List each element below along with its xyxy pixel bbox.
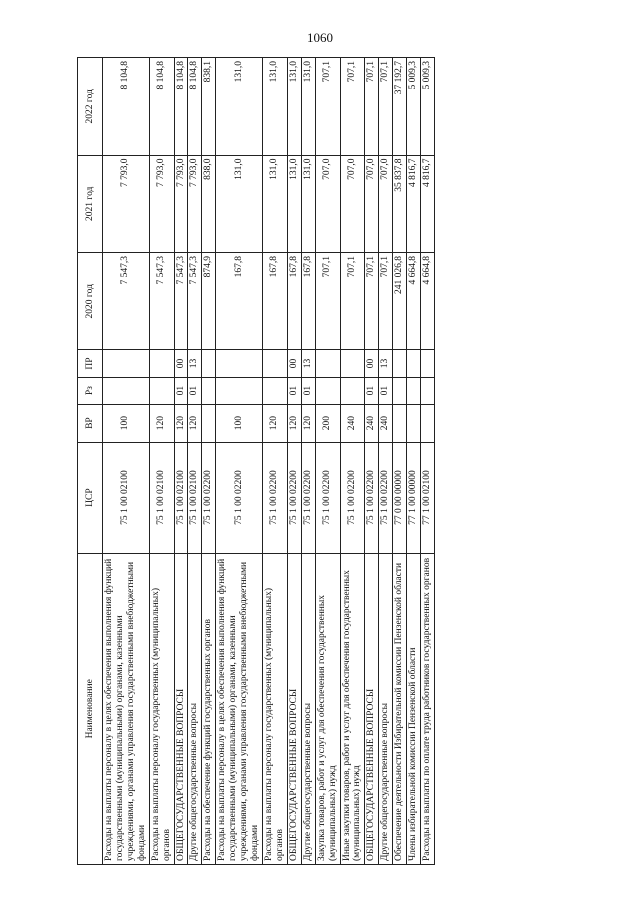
cell-2020: 707,1	[379, 253, 393, 350]
cell-rz: 01	[301, 377, 315, 404]
cell-2022: 8 104,8	[188, 58, 202, 156]
cell-csr: 75 1 00 02100	[149, 442, 174, 553]
cell-vr: 120	[149, 404, 174, 442]
table-row	[216, 58, 263, 865]
cell-2021: 35 837,8	[393, 155, 407, 252]
cell-2022: 707,1	[315, 58, 340, 156]
cell-2020: 874,9	[202, 253, 216, 350]
cell-csr: 75 1 00 02200	[301, 442, 315, 553]
cell-2021: 7 793,0	[188, 155, 202, 252]
cell-2022: 8 104,8	[149, 58, 174, 156]
cell-name: ОБЩЕГОСУДАРСТВЕННЫЕ ВОПРОСЫ	[287, 553, 301, 864]
cell-2022: 131,0	[262, 58, 287, 156]
cell-vr: 240	[379, 404, 393, 442]
cell-2020: 241 026,8	[393, 253, 407, 350]
cell-2020: 4 664,8	[407, 253, 421, 350]
table-row	[301, 58, 315, 865]
page-number: 1060	[307, 30, 333, 45]
cell-2022: 5 009,3	[421, 58, 435, 156]
cell-pr: 13	[301, 350, 315, 377]
cell-pr	[340, 350, 365, 377]
cell-vr: 240	[340, 404, 365, 442]
table-row	[287, 58, 301, 865]
header-rz: Рз	[78, 377, 103, 404]
cell-2022: 131,0	[287, 58, 301, 156]
cell-name: Расходы на выплаты персоналу в целях обеспечения выполнения функций государственными (муниципальными) органами, казенными учреждениями, органами управления государственными внебюджетными фондами	[216, 553, 263, 864]
cell-csr: 75 1 00 02100	[174, 442, 188, 553]
cell-2021: 707,0	[379, 155, 393, 252]
table-row	[202, 58, 216, 865]
table-row	[315, 58, 340, 865]
cell-2020: 4 664,8	[421, 253, 435, 350]
cell-rz: 01	[174, 377, 188, 404]
cell-2020: 7 547,3	[188, 253, 202, 350]
cell-pr	[103, 350, 150, 377]
table-row	[149, 58, 174, 865]
cell-rz	[407, 377, 421, 404]
cell-2020: 167,8	[262, 253, 287, 350]
header-pr: ПР	[78, 350, 103, 377]
cell-csr: 77 0 00 00000	[393, 442, 407, 553]
cell-2022: 131,0	[216, 58, 263, 156]
cell-pr	[407, 350, 421, 377]
cell-2022: 707,1	[379, 58, 393, 156]
cell-rz	[149, 377, 174, 404]
rotated-table-wrapper	[77, 57, 597, 865]
header-csr: ЦСР	[78, 442, 103, 553]
cell-csr: 75 1 00 02100	[103, 442, 150, 553]
cell-csr: 75 1 00 02200	[262, 442, 287, 553]
cell-2021: 707,0	[340, 155, 365, 252]
cell-pr	[262, 350, 287, 377]
cell-vr: 120	[174, 404, 188, 442]
cell-rz	[315, 377, 340, 404]
cell-2022: 8 104,8	[174, 58, 188, 156]
cell-vr: 120	[287, 404, 301, 442]
header-vr: ВР	[78, 404, 103, 442]
cell-2020: 707,1	[365, 253, 379, 350]
cell-name: ОБЩЕГОСУДАРСТВЕННЫЕ ВОПРОСЫ	[174, 553, 188, 864]
cell-vr	[202, 404, 216, 442]
cell-pr	[393, 350, 407, 377]
cell-name: ОБЩЕГОСУДАРСТВЕННЫЕ ВОПРОСЫ	[365, 553, 379, 864]
cell-csr: 77 1 00 00000	[407, 442, 421, 553]
cell-2021: 4 816,7	[407, 155, 421, 252]
cell-csr: 75 1 00 02200	[379, 442, 393, 553]
table-row	[340, 58, 365, 865]
cell-rz	[393, 377, 407, 404]
cell-rz	[262, 377, 287, 404]
cell-name: Расходы на выплаты персоналу в целях обеспечения выполнения функций государственными (муниципальными) органами, казенными учреждениями, органами управления государственными внебюджетными фондами	[103, 553, 150, 864]
cell-name: Иные закупки товаров, работ и услуг для обеспечения государственных (муниципальных) нужд	[340, 553, 365, 864]
cell-2020: 7 547,3	[174, 253, 188, 350]
cell-name: Расходы на выплаты персоналу государственных (муниципальных) органов	[262, 553, 287, 864]
cell-2021: 131,0	[262, 155, 287, 252]
cell-pr	[216, 350, 263, 377]
cell-pr	[149, 350, 174, 377]
cell-2021: 7 793,0	[103, 155, 150, 252]
cell-rz: 01	[287, 377, 301, 404]
cell-2022: 707,1	[340, 58, 365, 156]
cell-name: Члены избирательной комиссии Пензенской области	[407, 553, 421, 864]
cell-2020: 7 547,3	[149, 253, 174, 350]
table-row	[365, 58, 379, 865]
table-row	[421, 58, 435, 865]
cell-rz	[421, 377, 435, 404]
cell-name: Другие общегосударственные вопросы	[188, 553, 202, 864]
cell-vr	[407, 404, 421, 442]
cell-2022: 838,1	[202, 58, 216, 156]
cell-2021: 131,0	[301, 155, 315, 252]
cell-rz	[216, 377, 263, 404]
header-2021: 2021 год	[78, 155, 103, 252]
cell-csr: 75 1 00 02200	[340, 442, 365, 553]
table-row	[103, 58, 150, 865]
budget-table	[77, 57, 435, 865]
cell-2022: 131,0	[301, 58, 315, 156]
header-2022: 2022 год	[78, 58, 103, 156]
cell-csr: 75 1 00 02200	[365, 442, 379, 553]
cell-2021: 7 793,0	[174, 155, 188, 252]
cell-vr: 120	[301, 404, 315, 442]
cell-name: Закупка товаров, работ и услуг для обеспечения государственных (муниципальных) нужд	[315, 553, 340, 864]
cell-2020: 167,8	[287, 253, 301, 350]
cell-2022: 8 104,8	[103, 58, 150, 156]
table-row	[393, 58, 407, 865]
cell-2022: 37 192,7	[393, 58, 407, 156]
cell-rz	[103, 377, 150, 404]
cell-csr: 75 1 00 02200	[216, 442, 263, 553]
cell-vr: 120	[188, 404, 202, 442]
cell-2020: 167,8	[301, 253, 315, 350]
cell-2020: 7 547,3	[103, 253, 150, 350]
cell-vr: 200	[315, 404, 340, 442]
cell-2021: 131,0	[287, 155, 301, 252]
table-row	[407, 58, 421, 865]
cell-name: Расходы на обеспечение функций государственных органов	[202, 553, 216, 864]
table-row	[188, 58, 202, 865]
cell-2021: 7 793,0	[149, 155, 174, 252]
table-body	[103, 58, 435, 865]
cell-csr: 75 1 00 02200	[202, 442, 216, 553]
cell-vr	[421, 404, 435, 442]
cell-pr: 13	[188, 350, 202, 377]
cell-rz: 01	[379, 377, 393, 404]
cell-pr	[315, 350, 340, 377]
cell-pr: 00	[365, 350, 379, 377]
table-row	[174, 58, 188, 865]
cell-pr: 00	[174, 350, 188, 377]
cell-2022: 707,1	[365, 58, 379, 156]
cell-rz: 01	[365, 377, 379, 404]
cell-2021: 707,0	[365, 155, 379, 252]
cell-rz	[340, 377, 365, 404]
cell-pr	[421, 350, 435, 377]
cell-2021: 838,0	[202, 155, 216, 252]
cell-name: Расходы на выплаты по оплате труда работников государственных органов	[421, 553, 435, 864]
cell-vr: 100	[103, 404, 150, 442]
cell-2021: 707,0	[315, 155, 340, 252]
cell-2021: 4 816,7	[421, 155, 435, 252]
header-name: Наименование	[78, 553, 103, 864]
cell-2020: 167,8	[216, 253, 263, 350]
cell-name: Другие общегосударственные вопросы	[379, 553, 393, 864]
cell-pr: 13	[379, 350, 393, 377]
table-row	[379, 58, 393, 865]
cell-2020: 707,1	[340, 253, 365, 350]
cell-name: Обеспечение деятельности Избирательной комиссии Пензенской области	[393, 553, 407, 864]
cell-2020: 707,1	[315, 253, 340, 350]
table-row	[262, 58, 287, 865]
cell-2022: 5 009,3	[407, 58, 421, 156]
cell-vr	[393, 404, 407, 442]
cell-csr: 77 1 00 02100	[421, 442, 435, 553]
cell-vr: 100	[216, 404, 263, 442]
cell-vr: 240	[365, 404, 379, 442]
cell-csr: 75 1 00 02200	[287, 442, 301, 553]
cell-2021: 131,0	[216, 155, 263, 252]
table-header-row	[78, 58, 103, 865]
cell-pr	[202, 350, 216, 377]
cell-vr: 120	[262, 404, 287, 442]
cell-pr: 00	[287, 350, 301, 377]
rotated-table-canvas	[77, 57, 597, 865]
cell-csr: 75 1 00 02200	[315, 442, 340, 553]
cell-rz: 01	[188, 377, 202, 404]
cell-csr: 75 1 00 02100	[188, 442, 202, 553]
cell-rz	[202, 377, 216, 404]
cell-name: Расходы на выплаты персоналу государственных (муниципальных) органов	[149, 553, 174, 864]
cell-name: Другие общегосударственные вопросы	[301, 553, 315, 864]
header-2020: 2020 год	[78, 253, 103, 350]
